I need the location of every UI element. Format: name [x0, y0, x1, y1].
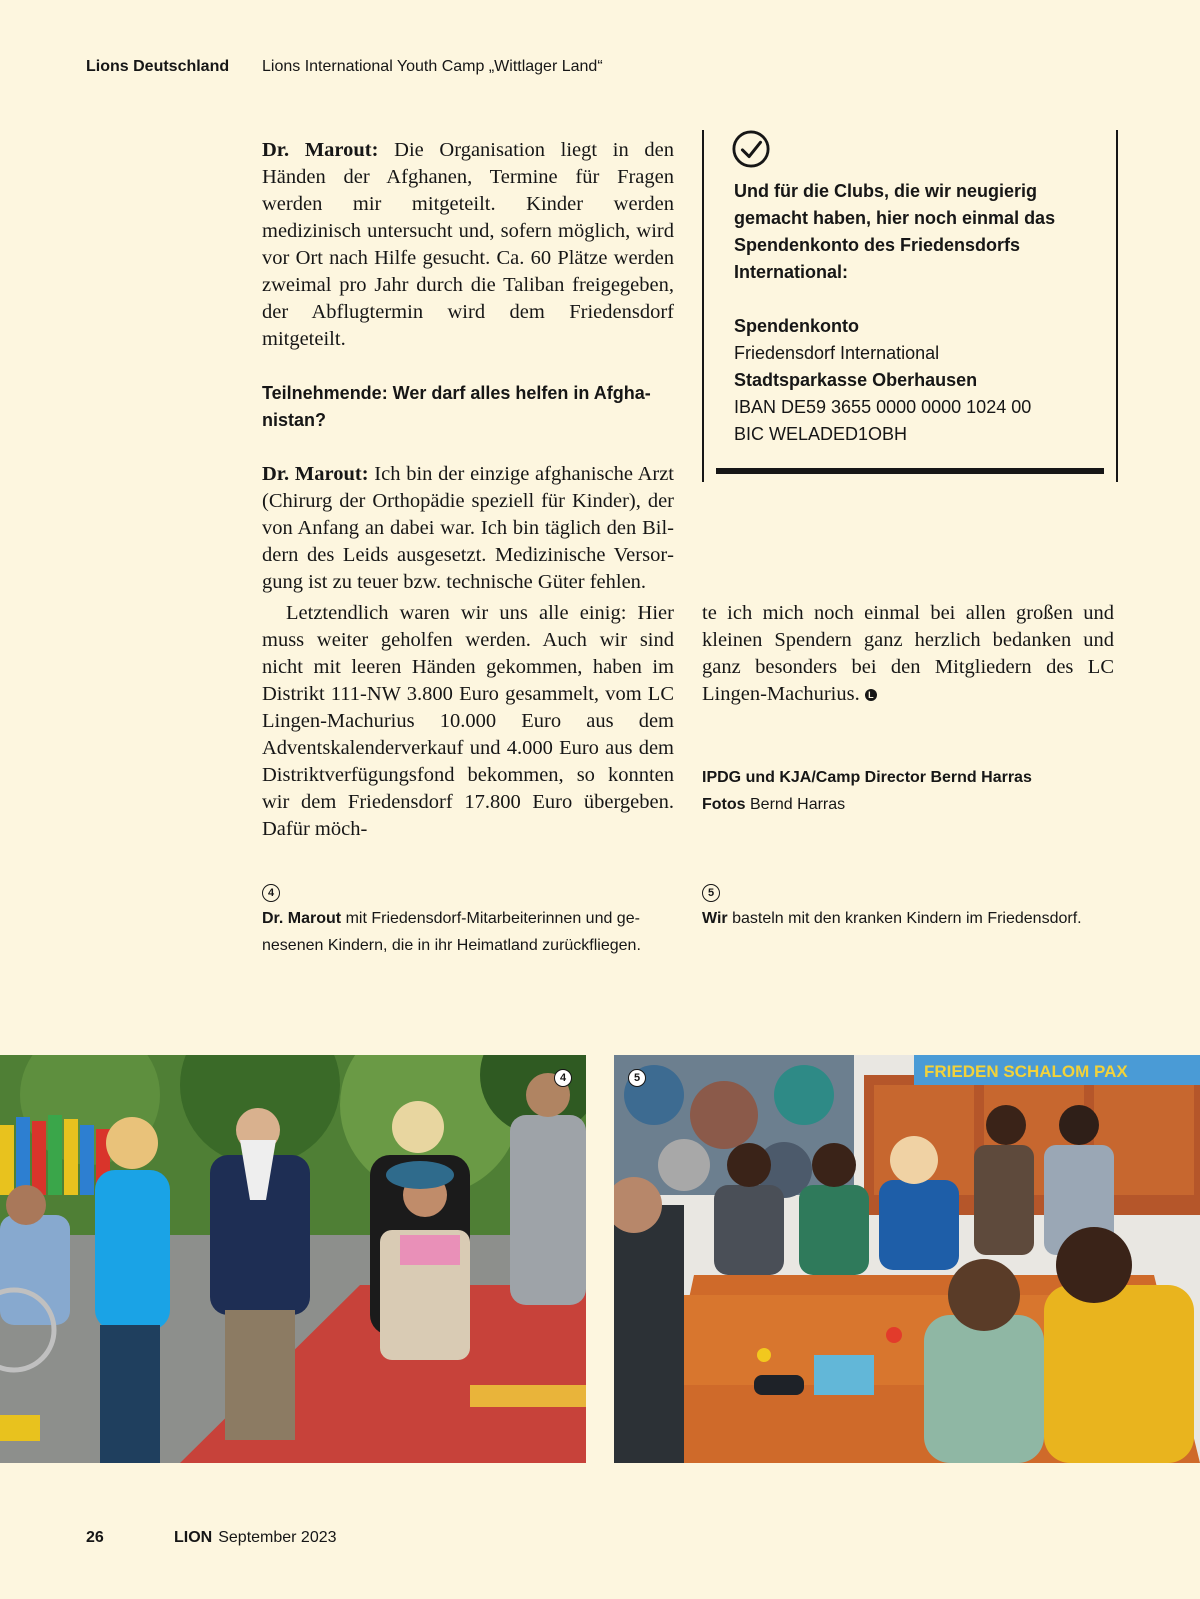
bic: BIC WELADED1OBH — [734, 424, 908, 444]
page-header — [86, 58, 603, 76]
account-name: Friedensdorf International — [734, 343, 940, 363]
iban: IBAN DE59 3655 0000 0000 1024 00 — [734, 397, 1032, 417]
topic-title: Lions International Youth Camp „Wittlager Land“ — [262, 58, 603, 75]
lion-end-mark-icon: L — [865, 689, 877, 701]
photo-4 — [0, 1055, 586, 1463]
photo-number-badge: 5 — [628, 1069, 646, 1087]
interview-column — [262, 137, 674, 596]
photo-caption-5: 5 Wir basteln mit den kranken Kindern im Friedensdorf. — [702, 878, 1122, 932]
credits — [702, 764, 1032, 818]
photo-5 — [614, 1055, 1200, 1463]
photo-number-badge: 4 — [554, 1069, 572, 1087]
box-intro: Und für die Clubs, die wir neugierig gemacht haben, hier noch einmal das Spendenkonto des Friedensdorfs International: — [734, 181, 1056, 282]
question-heading: Teilnehmende: Wer darf alles helfen in Afghanistan? — [262, 383, 651, 430]
answer-text: Die Organisation liegt in den Händen der Afghanen, Termine für Fragen werden mir mitgeteilt. Kinder werden medizinisch untersucht und, sofern möglich, wird vor Ort nach Hilfe gesucht. Ca. 60 Plätze werden zweimal pro Jahr durch die Taliban freigegeben, der Abflugtermin wird dem Friedensdorf mitgeteilt. — [262, 139, 674, 350]
answer-paragraph-1 — [262, 137, 674, 353]
wall-banner: FRIEDEN SCHALOM PAX — [924, 1062, 1128, 1081]
speaker-label: Dr. Marout: — [262, 463, 369, 485]
answer-text: Ich bin der einzige afghanische Arzt (Chirurg der Orthopädie speziell für Kinder), der von Anfang an dabei war. Ich bin täglich den Bildern des Leids ausgesetzt. Medizinische Versorgung ist zu teuer bzw. technische Güter fehlen. — [262, 463, 674, 593]
box-bottom-bar — [716, 468, 1104, 474]
speaker-label: Dr. Marout: — [262, 139, 379, 161]
author-credit: IPDG und KJA/Camp Director Bernd Harras — [702, 769, 1032, 786]
magazine-issue: LION September 2023 — [174, 1529, 337, 1546]
closing-paragraph-right: te ich mich noch einmal bei allen großen und kleinen Spendern ganz herzlich bedanken und ganz besonders bei den Mitgliedern des LC Lingen-Machurius. L — [702, 602, 1114, 705]
page-footer — [86, 1529, 337, 1547]
caption-number: 4 — [262, 884, 280, 902]
caption-number: 5 — [702, 884, 720, 902]
donation-info-box — [702, 130, 1118, 482]
section-title: Lions Deutschland — [86, 58, 230, 75]
answer-paragraph-2 — [262, 461, 674, 596]
account-label: Spendenkonto — [734, 316, 859, 336]
photo-caption-4: 4 Dr. Marout mit Friedensdorf-Mitarbeiterinnen und genesenen Kindern, die in ihr Heimatland zurückfliegen. — [262, 878, 682, 959]
page-number: 26 — [86, 1529, 104, 1546]
photo-credit: Fotos Bernd Harras — [702, 796, 846, 813]
bank-name: Stadtsparkasse Oberhausen — [734, 370, 978, 390]
check-circle-icon — [732, 130, 770, 168]
closing-paragraph-left: Letztendlich waren wir uns alle einig: Hier muss weiter geholfen werden. Auch wir sind nicht mit leeren Händen gekommen, haben im Distrikt 111-NW 3.800 Euro gesammelt, vom LC Lingen-Machurius 10.000 Euro aus dem Adventskalenderverkauf und 4.000 Euro aus dem Distriktverfügungsfond bekommen, so konnten wir dem Friedensdorf 17.800 Euro übergeben. Dafür möch- — [262, 602, 674, 840]
